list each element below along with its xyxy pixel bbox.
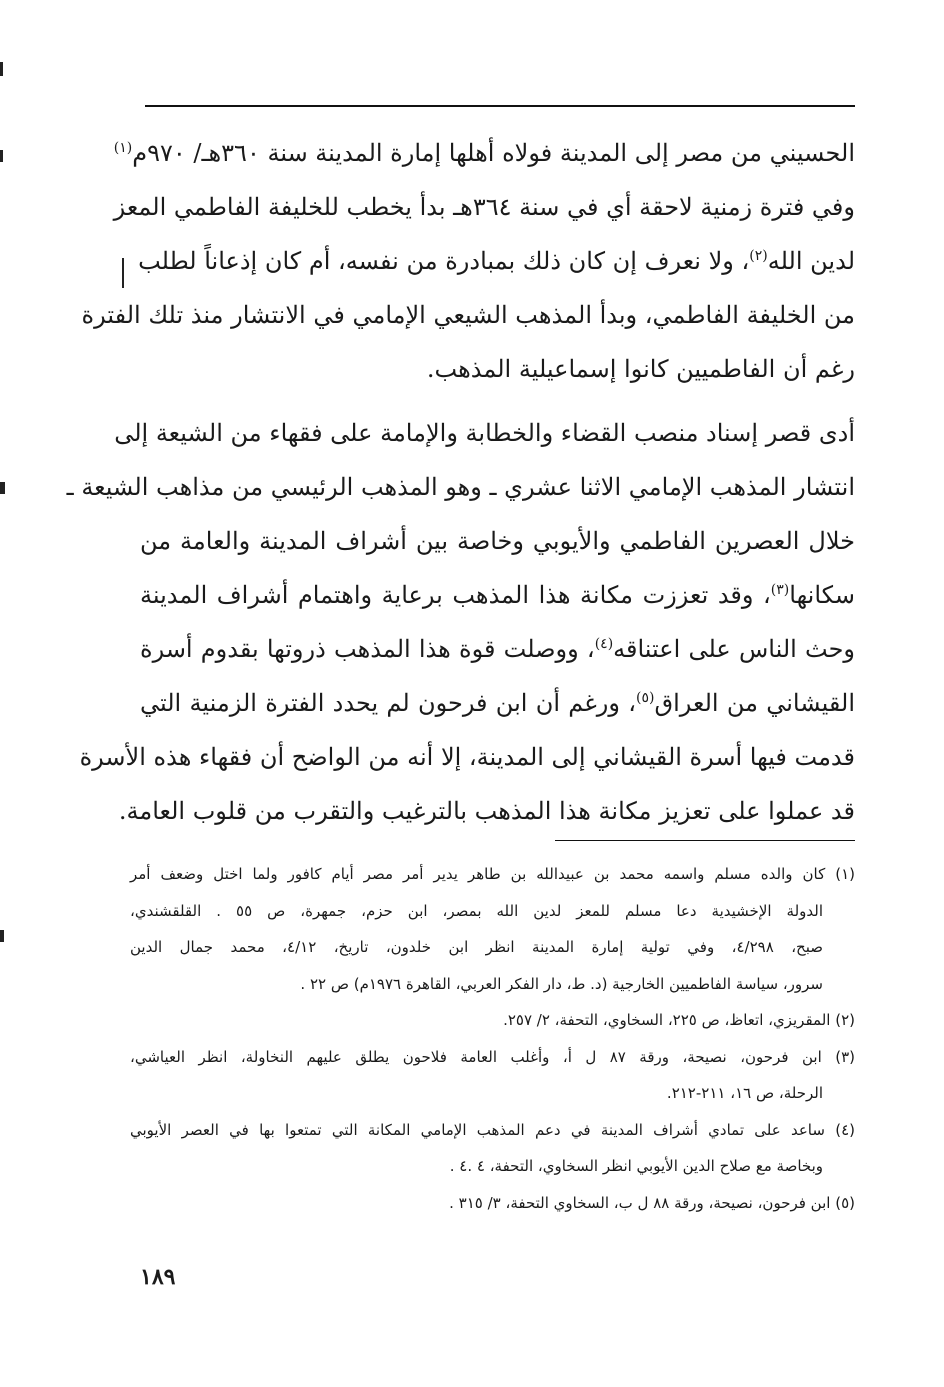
footnote-line: (٥) ابن فرحون، نصيحة، ورقة ٨٨ ل ب، السخاوي التحفة، ٣/ ٣١٥ . [449, 1193, 855, 1212]
footnote-line: (١) كان والده مسلم واسمه محمد بن عبيدالله بن طاهر يدير أمر مصر أيام كافور ولما اختل وضعف أمر [130, 865, 855, 883]
text-line: وفي فترة زمنية لاحقة أي في سنة ٣٦٤هـ بدأ يخطب للخليفة الفاطمي المعز [113, 193, 855, 221]
footnote-line: سرور، سياسة الفاطميين الخارجية (د. ط، دار الفكر العربي، القاهرة ١٩٧٦م) ص ٢٢ . [300, 974, 823, 993]
footnote-ref[interactable]: (٥) [636, 690, 655, 706]
footnote-ref[interactable]: (٣) [770, 582, 790, 598]
footnote-line: (٣) ابن فرحون، نصيحة، ورقة ٨٧ ل أ، وأغلب العامة فلاحون يطلق عليهم النخاولة، انظر العياشي، [130, 1047, 855, 1066]
text-line: خلال العصرين الفاطمي والأيوبي وخاصة بين أشراف المدينة والعامة من [140, 527, 855, 555]
footnote-5 [130, 1185, 855, 1222]
text-line: قدمت فيها أسرة القيشاني إلى المدينة، إلا أنه من الواضح أن فقهاء هذه الأسرة [79, 743, 855, 771]
footnote-ref[interactable]: (١) [113, 140, 133, 156]
scan-edge-mark [122, 258, 124, 288]
header-rule [145, 105, 855, 107]
text-line: انتشار المذهب الإمامي الاثنا عشري ـ وهو المذهب الرئيسي من مذاهب الشيعة ـ [66, 473, 855, 501]
page-number: ١٨٩ [140, 1264, 176, 1290]
scan-edge-mark [0, 150, 3, 162]
footnote-line: وبخاصة مع صلاح الدين الأيوبي انظر السخاوي، التحفة، ٤ .٤ . [449, 1157, 823, 1175]
text-line: رغم أن الفاطميين كانوا إسماعيلية المذهب. [426, 355, 855, 383]
text-line: قد عملوا على تعزيز مكانة هذا المذهب بالترغيب والتقرب من قلوب العامة. [118, 797, 855, 825]
scan-edge-mark [0, 62, 3, 76]
footnote-rule [555, 840, 855, 841]
text-line: لدين الله$^{(٢)}$، ولا نعرف إن كان ذلك بمبادرة من نفسه، أم كان إذعاناً لطلب [138, 247, 855, 275]
footnote-line: (٤) ساعد على تمادي أشراف المدينة في دعم المذهب الإمامي المكانة التي تمتعوا بها في العصر الأيوبي [130, 1120, 855, 1139]
footnote-3 [130, 1039, 855, 1112]
footnote-ref[interactable]: (٢) [749, 248, 768, 264]
footnote-line: صبح، ٤/٢٩٨، وفي تولية إمارة المدينة انظر ابن خلدون، تاريخ، ٤/١٢، محمد جمال الدين [130, 938, 824, 956]
footnote-line: الرحلة، ص ١٦، ٢١١-٢١٢. [666, 1084, 823, 1102]
footnote-1 [130, 856, 855, 1002]
footnote-ref[interactable]: (٤) [594, 636, 614, 652]
footnote-2 [130, 1002, 855, 1039]
text-line: الحسيني من مصر إلى المدينة فولاه أهلها إمارة المدينة سنة ٣٦٠هـ/ ٩٧٠م$^{(١)}$ [113, 139, 855, 167]
text-line: أدى قصر إسناد منصب القضاء والخطابة والإمامة على فقهاء من الشيعة إلى [114, 419, 855, 447]
footnote-line: (٢) المقريزي، اتعاظ، ص ٢٢٥، السخاوي، التحفة، ٢/ ٢٥٧. [503, 1011, 855, 1029]
footnote-line: الدولة الإخشيدية دعا مسلم للمعز لدين الله بمصر، ابن حزم، جمهرة، ص ٥٥ . القلقشندي، [130, 901, 824, 920]
scan-edge-mark [0, 482, 5, 494]
paragraph-1 [81, 126, 855, 396]
footnote-4 [130, 1112, 855, 1185]
main-text [66, 126, 856, 838]
paragraph-2 [66, 406, 856, 838]
text-line: القيشاني من العراق$^{(٥)}$، ورغم أن ابن فرحون لم يحدد الفترة الزمنية التي [140, 689, 856, 717]
text-line: من الخليفة الفاطمي، وبدأ المذهب الشيعي الإمامي في الانتشار منذ تلك الفترة [81, 301, 855, 329]
text-line: وحث الناس على اعتناقه$^{(٤)}$، ووصلت قوة هذا المذهب ذروتها بقدوم أسرة [140, 635, 855, 663]
text-line: سكانها$^{(٣)}$، وقد تعززت مكانة هذا المذهب برعاية واهتمام أشراف المدينة [140, 581, 855, 609]
scan-edge-mark [0, 930, 4, 942]
footnotes [130, 856, 855, 1221]
